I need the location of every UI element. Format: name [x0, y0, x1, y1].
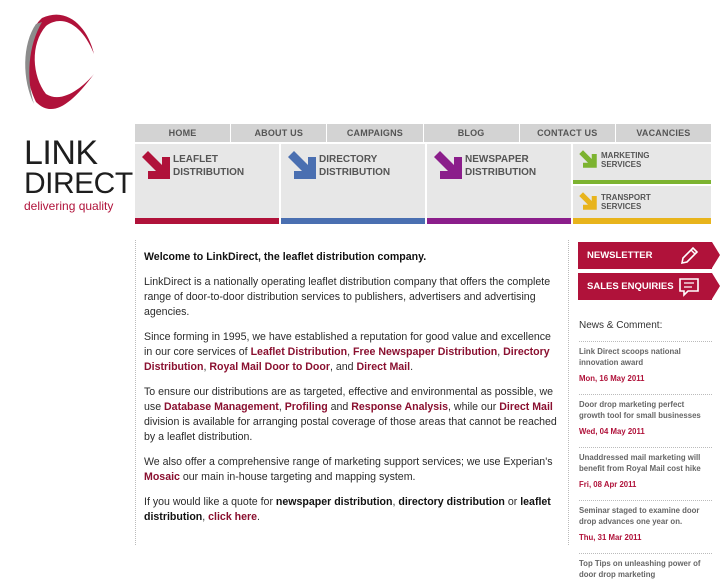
- support-paragraph: We also offer a comprehensive range of marketing support services; we use Experian's Mosaic our main in-house targeting and mapping system.: [144, 456, 553, 483]
- news-item: [579, 553, 712, 580]
- logo-swoosh-icon: [22, 14, 102, 114]
- service-tiles: [135, 144, 711, 224]
- link-profiling[interactable]: Profiling: [284, 401, 328, 413]
- newsletter-button[interactable]: [578, 242, 712, 269]
- button-arrow-tip: [712, 242, 720, 268]
- tile-color-bar: [427, 218, 571, 224]
- link-click-here[interactable]: click here: [208, 511, 258, 523]
- right-sidebar: [578, 240, 712, 579]
- link-free-newspaper-distribution[interactable]: Free Newspaper Distribution: [353, 346, 498, 358]
- speech-bubble-icon: [678, 276, 700, 298]
- tile-newspaper-distribution[interactable]: [427, 144, 571, 224]
- tile-transport-services[interactable]: [573, 186, 711, 224]
- news-item: [579, 500, 712, 545]
- pencil-icon: [678, 245, 700, 267]
- news-date: Wed, 04 May 2011: [579, 427, 645, 436]
- tile-color-bar: [573, 180, 711, 184]
- quote-paragraph: If you would like a quote for newspaper distribution, directory distribution or leaflet distribution, click here.: [144, 496, 551, 523]
- nav-campaigns[interactable]: CAMPAIGNS: [327, 124, 423, 142]
- nav-about-us[interactable]: ABOUT US: [231, 124, 327, 142]
- news-list: [579, 341, 712, 588]
- arrow-down-right-icon: [578, 149, 598, 169]
- news-title[interactable]: Door drop marketing perfect growth tool for small businesses: [579, 400, 701, 420]
- link-directory-distribution[interactable]: Directory Distribution: [144, 346, 550, 373]
- news-title[interactable]: Top Tips on unleashing power of door drop marketing: [579, 559, 701, 579]
- tile-color-bar: [135, 218, 279, 224]
- news-item: [579, 341, 712, 386]
- tile-label: NEWSPAPER DISTRIBUTION: [465, 154, 537, 178]
- tile-color-bar: [573, 218, 711, 224]
- news-item: [579, 447, 712, 492]
- link-direct-mail-division[interactable]: Direct Mail: [499, 401, 553, 413]
- tile-leaflet-distribution[interactable]: [135, 144, 279, 224]
- arrow-down-right-icon: [140, 149, 172, 181]
- link-mosaic[interactable]: Mosaic: [144, 471, 180, 483]
- arrow-down-right-icon: [578, 191, 598, 211]
- link-database-management[interactable]: Database Management: [164, 401, 279, 413]
- tile-color-bar: [281, 218, 425, 224]
- news-heading: News & Comment:: [579, 320, 663, 331]
- tile-label: TRANSPORT SERVICES: [601, 193, 651, 211]
- link-response-analysis[interactable]: Response Analysis: [351, 401, 449, 413]
- tile-directory-distribution[interactable]: [281, 144, 425, 224]
- tile-label: DIRECTORY DISTRIBUTION: [319, 154, 391, 178]
- logo[interactable]: [22, 14, 133, 213]
- button-arrow-tip: [712, 273, 720, 299]
- sales-enquiries-button[interactable]: [578, 273, 712, 300]
- link-royal-mail-door-to-door[interactable]: Royal Mail Door to Door: [209, 361, 330, 373]
- logo-direct-text: DIRECT: [24, 167, 133, 200]
- tile-marketing-services[interactable]: [573, 144, 711, 184]
- nav-vacancies[interactable]: VACANCIES: [616, 124, 711, 142]
- arrow-down-right-icon: [286, 149, 318, 181]
- targeting-paragraph: To ensure our distributions are as targeted, effective and environmental as possible, we use Database Management, Profiling and Response Analysis, while our Direct Mail division is available for arranging postal coverage of those areas that cannot be reached by a leaflet distribution.: [144, 386, 557, 443]
- logo-link-text: LINK: [24, 134, 98, 172]
- welcome-heading: Welcome to LinkDirect, the leaflet distribution company.: [144, 251, 427, 263]
- intro-paragraph: LinkDirect is a nationally operating leaflet distribution company that offers the complete range of door-to-door distribution services to publishers, advertisers and advertising agencies.: [144, 276, 551, 318]
- news-title[interactable]: Seminar staged to examine door drop advances one year on.: [579, 506, 700, 526]
- tile-label: MARKETING SERVICES: [601, 151, 650, 169]
- top-navigation: [135, 124, 711, 142]
- news-title[interactable]: Unaddressed mail marketing will benefit from Royal Mail cost hike: [579, 453, 701, 473]
- news-date: Fri, 08 Apr 2011: [579, 480, 637, 489]
- news-item: [579, 394, 712, 439]
- sales-enquiries-label: SALES ENQUIRIES: [587, 281, 674, 292]
- news-title[interactable]: Link Direct scoops national innovation award: [579, 347, 681, 367]
- logo-tagline: delivering quality: [24, 199, 114, 213]
- arrow-down-right-icon: [432, 149, 464, 181]
- nav-contact-us[interactable]: CONTACT US: [520, 124, 616, 142]
- news-date: Mon, 16 May 2011: [579, 374, 645, 383]
- main-content: [135, 240, 569, 545]
- link-leaflet-distribution[interactable]: Leaflet Distribution: [250, 346, 348, 358]
- news-date: Thu, 31 Mar 2011: [579, 533, 642, 542]
- services-paragraph: Since forming in 1995, we have established a reputation for good value and excellence in our core services of Leaflet Distribution, Free Newspaper Distribution, Directory Distribution, Royal Mail Door to Door, and Direct Mail.: [144, 331, 551, 373]
- nav-blog[interactable]: BLOG: [424, 124, 520, 142]
- newsletter-label: NEWSLETTER: [587, 250, 653, 261]
- link-direct-mail[interactable]: Direct Mail: [356, 361, 411, 373]
- nav-home[interactable]: HOME: [135, 124, 231, 142]
- tile-label: LEAFLET DISTRIBUTION: [173, 154, 245, 178]
